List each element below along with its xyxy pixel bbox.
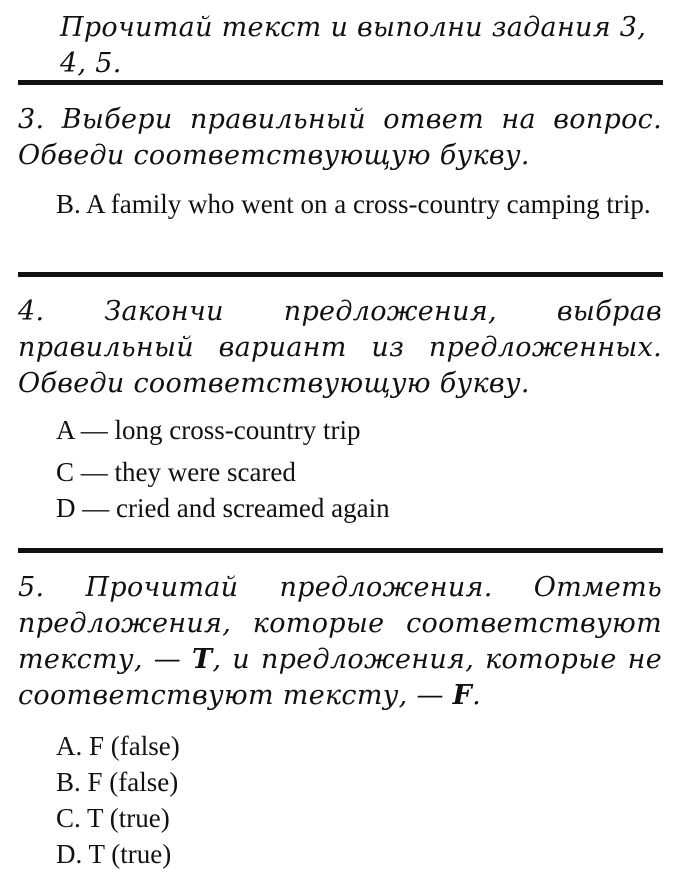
task4-instruction: 4. Закончи предложения, выбрав правильный вариант из предложенных. Обведи соответствующую букву.: [18, 296, 662, 399]
task5-answer: A. F (false): [56, 731, 180, 761]
task5-answer: C. T (true): [56, 803, 170, 833]
divider: [18, 548, 663, 553]
task5-answer: D. T (true): [56, 839, 172, 869]
intro-text: Прочитай текст и выполни задания 3, 4, 5.: [60, 12, 647, 79]
task4-answer: D — cried and screamed again: [56, 493, 390, 523]
divider: [18, 272, 663, 277]
task4-answer: A — long cross-country trip: [56, 415, 361, 445]
divider: [18, 80, 663, 85]
task3-instruction: 3. Выбери правильный ответ на вопрос. Обведи соответствующую букву.: [18, 104, 662, 171]
task3-answer: B. A family who went on a cross-country camping trip.: [56, 189, 651, 219]
task4-answer: C — they were scared: [56, 457, 296, 487]
task5-answer: B. F (false): [56, 767, 179, 797]
task5-instruction: 5. Прочитай предложения. Отметь предложения, которые соответствуют тексту, — T, и предложения, которые не соответствуют тексту, — F.: [18, 572, 662, 711]
